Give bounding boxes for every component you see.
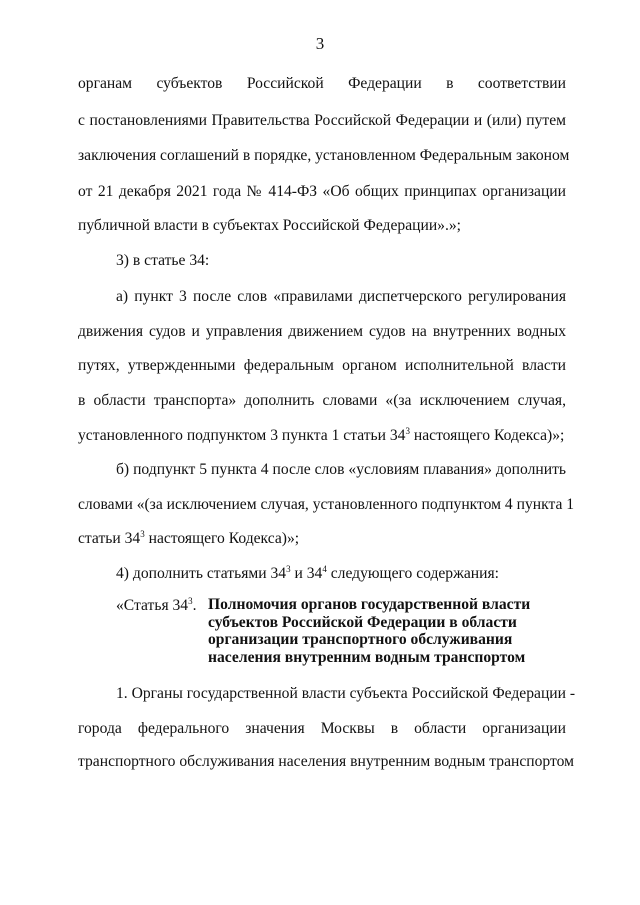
article-title-line: субъектов Российской Федерации в области <box>208 613 517 631</box>
text-line: движения судов и управления движением судов на внутренних водных <box>78 323 566 340</box>
page-number: 3 <box>315 34 325 53</box>
text-line: а) пункт 3 после слов «правилами диспетчерского регулирования <box>116 288 566 305</box>
article-title <box>208 596 548 666</box>
text-line: 1. Органы государственной власти субъекта Российской Федерации - <box>116 685 576 702</box>
text-line: б) подпункт 5 пункта 4 после слов «условиям плавания» дополнить <box>116 461 566 478</box>
text-line: органам субъектов Российской Федерации в соответствии <box>78 75 566 92</box>
text-line: транспортного обслуживания населения внутренним водным транспортом <box>78 753 574 770</box>
article-label: «Статья $34^3$. <box>116 596 197 614</box>
text-line: в области транспорта» дополнить словами «(за исключением случая, <box>78 392 566 409</box>
text-line: с постановлениями Правительства Российской Федерации и (или) путем <box>78 112 566 129</box>
text-line: установленного подпунктом 3 пункта 1 статьи $34^3$ настоящего Кодекса)»; <box>78 426 565 444</box>
item-4-line: 4) дополнить статьями $34^3$ и $34^4$ следующего содержания: <box>116 564 499 582</box>
item-3-heading: 3) в статье 34: <box>116 252 210 269</box>
text-line: статьи $34^3$ настоящего Кодекса)»; <box>78 529 300 547</box>
text-line: от 21 декабря 2021 года № 414-ФЗ «Об общих принципах организации <box>78 183 566 200</box>
text-line: путях, утвержденными федеральным органом исполнительной власти <box>78 357 566 374</box>
text-line: публичной власти в субъектах Российской Федерации».»; <box>78 217 461 234</box>
text-line: словами «(за исключением случая, установленного подпунктом 4 пункта 1 <box>78 496 575 513</box>
article-title-line: Полномочия органов государственной власти <box>208 596 531 613</box>
article-title-line: организации транспортного обслуживания <box>208 631 513 648</box>
text-line: заключения соглашений в порядке, установленном Федеральным законом <box>78 147 570 164</box>
article-title-line: населения внутренним водным транспортом <box>208 648 526 666</box>
text-line: города федерального значения Москвы в области организации <box>78 720 566 737</box>
